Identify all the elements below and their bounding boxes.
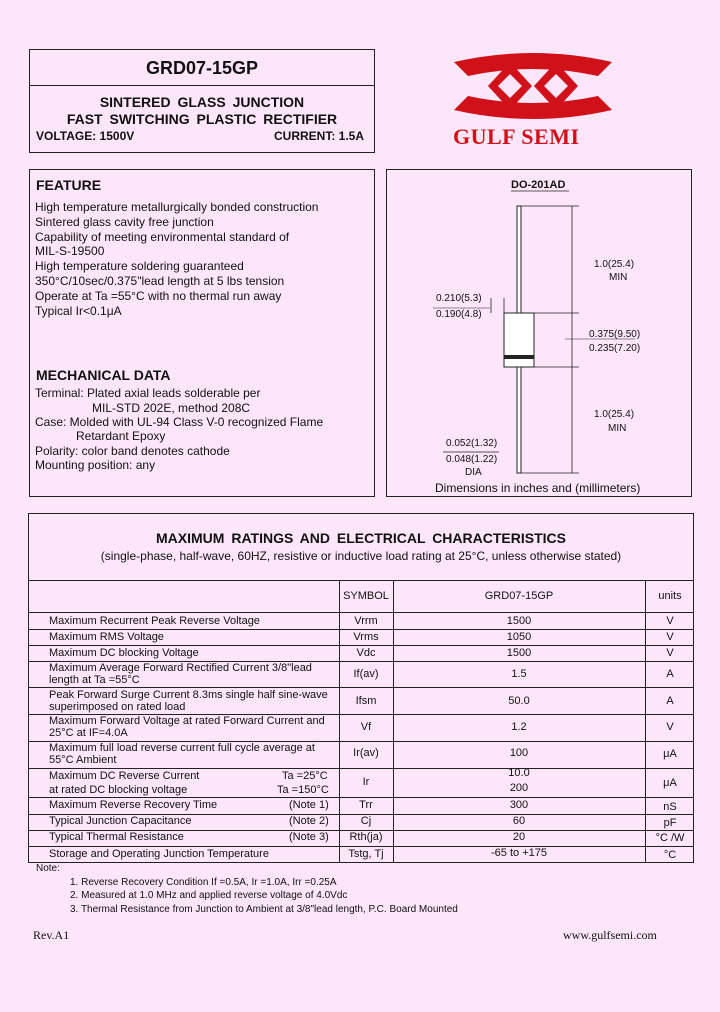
lead-top-min: MIN [609, 272, 628, 283]
table-row-condition: (Note 3) [289, 831, 329, 843]
table-row-symbol: Vrrm [354, 615, 378, 627]
feature-item: High temperature metallurgically bonded construction [35, 200, 319, 214]
note-item: 1. Reverse Recovery Condition If =0.5A, Ir =1.0A, Irr =0.25A [70, 876, 337, 888]
table-row-param: Maximum DC Reverse Current [49, 770, 200, 782]
feature-item: Capability of meeting environmental standard of [35, 230, 290, 244]
note-item: 2. Measured at 1.0 MHz and applied reverse voltage of 4.0Vdc [70, 890, 348, 901]
table-row-unit: V [666, 647, 674, 659]
table-row-param: Maximum Forward Voltage at rated Forward Current and [49, 715, 325, 727]
table-row-unit: V [666, 721, 674, 733]
mechanical-title: MECHANICAL DATA [36, 367, 171, 383]
table-row-unit: pF [663, 817, 677, 829]
logo-text: GULF SEMI [453, 124, 580, 149]
table-row-value: 10.0 [508, 767, 530, 779]
table-row-value: 1050 [506, 631, 532, 643]
table-row-condition-2: Ta =150°C [277, 784, 329, 796]
ratings-title: MAXIMUM RATINGS AND ELECTRICAL CHARACTERISTICS [156, 530, 566, 546]
table-row-unit: V [666, 615, 674, 627]
table-row-unit: A [666, 695, 674, 707]
table-row-symbol: Tstg, Tj [348, 848, 384, 860]
table-row-unit: V [666, 631, 674, 643]
table-row-param: Maximum Reverse Recovery Time [49, 799, 218, 811]
table-row-param: Typical Junction Capacitance [49, 815, 192, 827]
feature-item: 350°C/10sec/0.375"lead length at 5 lbs tension [35, 274, 285, 288]
feature-item: High temperature soldering guaranteed [35, 259, 244, 273]
table-row-param: Maximum full load reverse current full cycle average at [49, 742, 315, 754]
header-symbol: SYMBOL [343, 590, 389, 602]
mechanical-item: Terminal: Plated axial leads solderable per [35, 386, 261, 400]
header-line-1: SINTERED GLASS JUNCTION [99, 94, 305, 110]
table-row-symbol: Vdc [356, 647, 376, 659]
lead-dia-max: 0.052(1.32) [446, 438, 498, 449]
lead-dia-min: 0.048(1.22) [446, 454, 498, 465]
body-len-max: 0.375(9.50) [589, 329, 641, 340]
table-row-value: 1500 [506, 615, 532, 627]
feature-item: Sintered glass cavity free junction [35, 215, 214, 229]
feature-item: Typical Ir<0.1μA [35, 304, 122, 318]
table-row-symbol: Rth(ja) [349, 831, 383, 843]
table-row-value-2: 200 [509, 782, 529, 794]
header-line-2: FAST SWITCHING PLASTIC RECTIFIER [66, 111, 338, 127]
mechanical-item: Case: Molded with UL-94 Class V-0 recognized Flame [35, 415, 324, 429]
table-row-param: Maximum RMS Voltage [49, 631, 164, 643]
table-row-condition: (Note 2) [289, 815, 329, 827]
header-divider [30, 85, 374, 86]
table-row-unit: μA [663, 748, 677, 760]
table-row-symbol: Ifsm [355, 695, 377, 707]
table-row-param-line2: 25°C at IF=4.0A [49, 727, 128, 739]
current-rating: CURRENT: 1.5A [273, 129, 364, 143]
table-row-unit: °C [663, 849, 677, 861]
note-item: 3. Thermal Resistance from Junction to Ambient at 3/8"lead length, P.C. Board Mounted [70, 903, 458, 915]
notes [36, 862, 458, 916]
table-row-value: 1.2 [511, 721, 527, 733]
table-row-condition: Ta =25°C [282, 770, 328, 782]
table-row-value: 100 [509, 747, 529, 759]
table-row-value: 300 [509, 799, 529, 811]
table-row-unit: A [666, 668, 674, 680]
lead-bottom-min: MIN [608, 423, 627, 434]
body-dia-min: 0.190(4.8) [436, 309, 482, 320]
table-row-param-line2: at rated DC blocking voltage [49, 784, 188, 796]
ratings-subtitle: (single-phase, half-wave, 60HZ, resistive or inductive load rating at 25°C, unless otherwise stated) [100, 549, 622, 563]
table-row-param: Peak Forward Surge Current 8.3ms single half sine-wave [49, 689, 328, 701]
dimension-caption: Dimensions in inches and (millimeters) [435, 481, 641, 495]
ratings-table [28, 513, 694, 863]
part-number-title: GRD07-15GP [145, 58, 259, 78]
table-row-param: Typical Thermal Resistance [49, 831, 184, 843]
table-row-unit: °C /W [655, 832, 685, 844]
table-row-param-line2: 55°C Ambient [49, 754, 117, 766]
notes-title: Note: [36, 863, 60, 874]
lead-bottom-length: 1.0(25.4) [594, 409, 635, 420]
header-units: units [658, 590, 682, 602]
table-row-value: 50.0 [508, 695, 530, 707]
body-len-min: 0.235(7.20) [589, 343, 641, 354]
feature-item: Operate at Ta =55°C with no thermal run away [35, 289, 282, 303]
website-link[interactable]: www.gulfsemi.com [563, 928, 657, 942]
package-diagram-box [386, 169, 692, 497]
table-row-param: Maximum Average Forward Rectified Current 3/8"lead [49, 662, 312, 674]
table-row-symbol: Vf [360, 721, 372, 733]
table-row-unit: nS [663, 801, 677, 813]
table-row-symbol: Cj [360, 815, 372, 827]
table-row-symbol: Vrms [353, 631, 379, 643]
lead-dia-label: DIA [465, 467, 482, 478]
body-dia-max: 0.210(5.3) [436, 293, 482, 304]
table-row-param: Maximum DC blocking Voltage [49, 647, 199, 659]
header-part: GRD07-15GP [484, 590, 554, 602]
table-row-param: Storage and Operating Junction Temperature [49, 848, 269, 860]
revision-label: Rev.A1 [33, 928, 70, 942]
table-row-condition: (Note 1) [289, 799, 329, 811]
table-row-value: -65 to +175 [491, 847, 547, 859]
gulf-semi-logo-icon [448, 52, 618, 122]
mechanical-item: Mounting position: any [35, 458, 156, 472]
lead-top-length: 1.0(25.4) [594, 259, 635, 270]
feature-item: MIL-S-19500 [35, 244, 105, 258]
mechanical-item: Polarity: color band denotes cathode [35, 444, 230, 458]
table-row-symbol: Ir(av) [353, 747, 379, 759]
package-name: DO-201AD [511, 179, 566, 191]
table-row-value: 20 [512, 831, 526, 843]
table-row-value: 60 [512, 815, 526, 827]
package-outline-drawing [387, 170, 691, 496]
table-row-symbol: Ir [362, 776, 370, 788]
table-row-unit: μA [663, 777, 677, 789]
voltage-rating: VOLTAGE: 1500V [36, 129, 135, 143]
table-row-param: Maximum Recurrent Peak Reverse Voltage [49, 615, 260, 627]
table-row-value: 1500 [506, 647, 532, 659]
mechanical-item: Retardant Epoxy [76, 429, 166, 443]
table-row-symbol: If(av) [353, 668, 379, 680]
header-box [29, 49, 375, 153]
table-row-param-line2: length at Ta =55°C [49, 674, 140, 686]
table-row-symbol: Trr [359, 799, 373, 811]
feature-box [29, 169, 375, 497]
table-row-value: 1.5 [511, 668, 527, 680]
feature-title: FEATURE [36, 177, 102, 193]
table-row-param-line2: superimposed on rated load [49, 701, 186, 713]
mechanical-item: MIL-STD 202E, method 208C [92, 401, 251, 415]
